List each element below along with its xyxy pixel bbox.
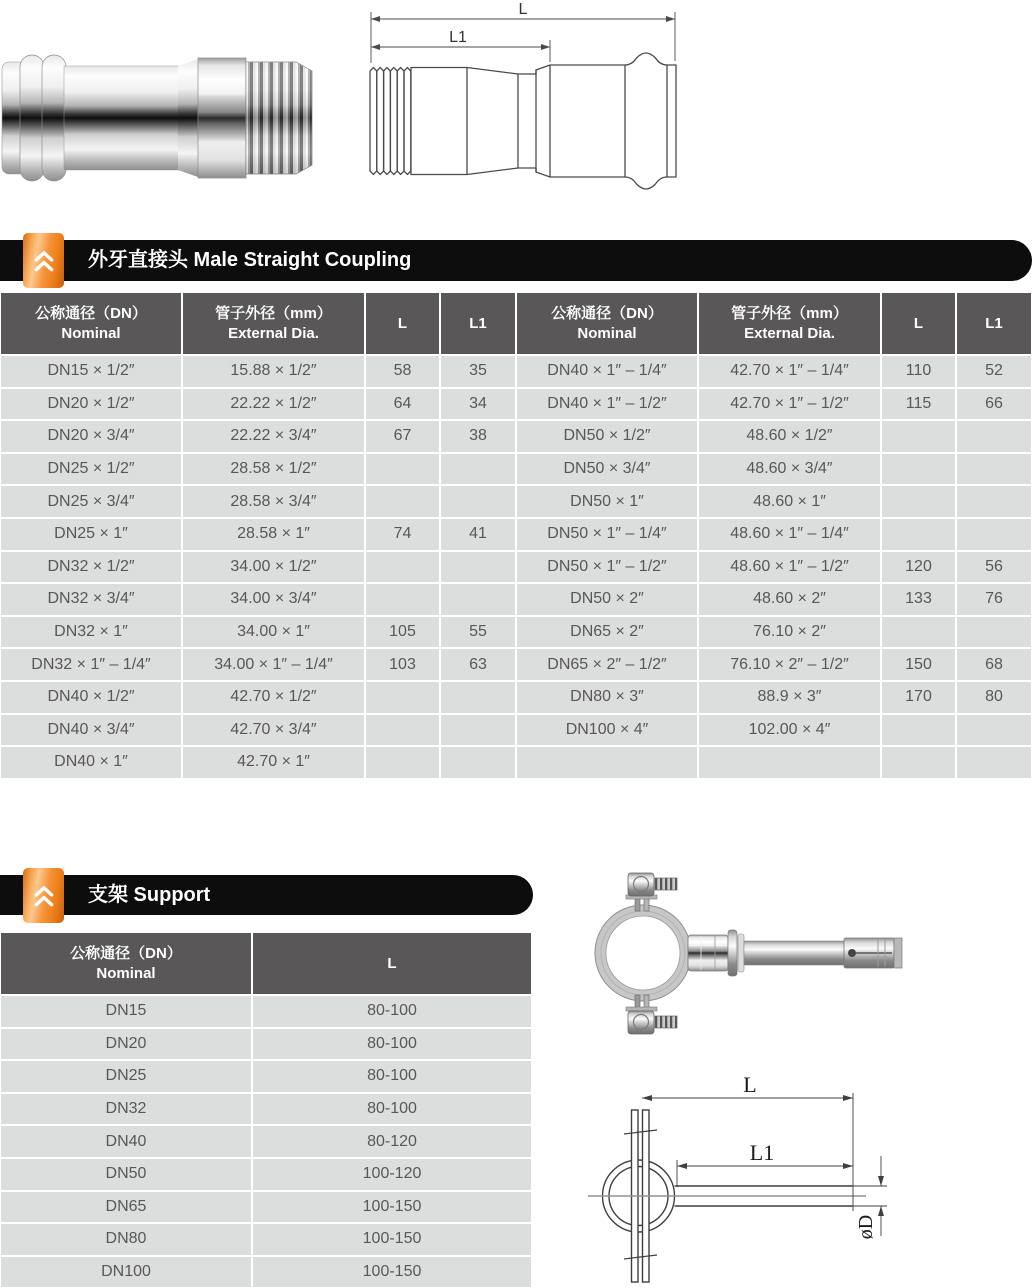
table-cell: 28.58 × 3/4″	[182, 485, 365, 518]
table-cell	[956, 420, 1032, 453]
table-cell: 115	[881, 388, 956, 421]
table-cell: DN50 × 1/2″	[516, 420, 698, 453]
table-row	[516, 518, 1032, 551]
table-cell: 63	[440, 648, 516, 681]
table-cell: DN50 × 1″ – 1/2″	[516, 551, 698, 584]
table-cell: 42.70 × 1/2″	[182, 681, 365, 714]
chevron-up-icon	[31, 882, 57, 910]
table-header-row	[0, 292, 516, 355]
section-title: 支架 Support	[88, 884, 211, 906]
table-cell: 48.60 × 3/4″	[698, 453, 881, 486]
table-cell	[956, 453, 1032, 486]
table-cell: 34.00 × 1/2″	[182, 551, 365, 584]
section-band-coupling	[0, 240, 1032, 281]
table-cell	[365, 714, 440, 747]
table-row	[0, 388, 516, 421]
table-row	[516, 388, 1032, 421]
col-nominal: 公称通径（DN） Nominal	[0, 292, 182, 355]
table-cell: 35	[440, 355, 516, 388]
table-cell: 74	[365, 518, 440, 551]
table-cell	[881, 714, 956, 747]
table-cell: 34.00 × 1″ – 1/4″	[182, 648, 365, 681]
col-l: L	[252, 932, 532, 995]
support-table	[0, 932, 532, 1288]
table-cell: DN65	[0, 1191, 252, 1224]
table-cell: 48.60 × 1″ – 1/4″	[698, 518, 881, 551]
table-row	[0, 995, 532, 1028]
dim-label-d: øD	[855, 1214, 877, 1240]
table-cell: DN40 × 1/2″	[0, 681, 182, 714]
table-row	[0, 616, 516, 649]
table-cell: 133	[881, 583, 956, 616]
table-cell: 102.00 × 4″	[698, 714, 881, 747]
table-cell: 42.70 × 1″ – 1/2″	[698, 388, 881, 421]
table-cell	[956, 714, 1032, 747]
table-cell: 68	[956, 648, 1032, 681]
table-cell: DN80 × 3″	[516, 681, 698, 714]
table-cell: DN50 × 1″ – 1/4″	[516, 518, 698, 551]
table-row	[516, 583, 1032, 616]
table-row	[0, 453, 516, 486]
table-header-row	[516, 292, 1032, 355]
table-cell	[698, 746, 881, 779]
table-row	[0, 714, 516, 747]
col-external: 管子外径（mm） External Dia.	[698, 292, 881, 355]
table-row	[0, 355, 516, 388]
col-l: L	[881, 292, 956, 355]
table-cell: DN40 × 1″ – 1/2″	[516, 388, 698, 421]
table-cell: DN50 × 1″	[516, 485, 698, 518]
table-row	[0, 1191, 532, 1224]
section-title: 外牙直接头 Male Straight Coupling	[88, 249, 412, 271]
table-cell: DN100	[0, 1256, 252, 1288]
table-cell: DN15 × 1/2″	[0, 355, 182, 388]
table-cell: 80	[956, 681, 1032, 714]
table-cell	[440, 485, 516, 518]
table-cell: DN32 × 3/4″	[0, 583, 182, 616]
col-nominal: 公称通径（DN） Nominal	[516, 292, 698, 355]
dim-label-l: L	[743, 1072, 757, 1097]
table-cell: 22.22 × 1/2″	[182, 388, 365, 421]
table-cell: 64	[365, 388, 440, 421]
table-cell	[440, 714, 516, 747]
table-cell: 48.60 × 1″	[698, 485, 881, 518]
table-row	[516, 485, 1032, 518]
table-row	[0, 1223, 532, 1256]
table-row	[0, 583, 516, 616]
table-cell: 56	[956, 551, 1032, 584]
table-cell: 48.60 × 1″ – 1/2″	[698, 551, 881, 584]
table-cell: 80-100	[252, 995, 532, 1028]
table-cell	[440, 681, 516, 714]
support-photo	[580, 862, 1030, 1072]
table-cell: 34.00 × 1″	[182, 616, 365, 649]
table-cell: 80-100	[252, 1060, 532, 1093]
table-row	[0, 1060, 532, 1093]
table-cell: DN65 × 2″ – 1/2″	[516, 648, 698, 681]
table-row	[0, 1093, 532, 1126]
table-cell: 42.70 × 3/4″	[182, 714, 365, 747]
table-cell: 66	[956, 388, 1032, 421]
table-cell: 22.22 × 3/4″	[182, 420, 365, 453]
table-row	[0, 551, 516, 584]
table-row	[516, 746, 1032, 779]
table-cell: 100-120	[252, 1158, 532, 1191]
table-cell: 42.70 × 1″ – 1/4″	[698, 355, 881, 388]
table-row	[516, 681, 1032, 714]
table-cell: 76.10 × 2″ – 1/2″	[698, 648, 881, 681]
table-cell: DN50 × 2″	[516, 583, 698, 616]
table-row	[516, 551, 1032, 584]
table-cell: 67	[365, 420, 440, 453]
table-cell: DN40 × 1″ – 1/4″	[516, 355, 698, 388]
table-cell: 42.70 × 1″	[182, 746, 365, 779]
table-cell	[881, 485, 956, 518]
table-row	[516, 616, 1032, 649]
table-cell: 120	[881, 551, 956, 584]
table-cell: DN40 × 1″	[0, 746, 182, 779]
table-cell: DN32	[0, 1093, 252, 1126]
table-row	[516, 453, 1032, 486]
table-cell: DN100 × 4″	[516, 714, 698, 747]
table-cell: DN65 × 2″	[516, 616, 698, 649]
table-cell: 80-100	[252, 1093, 532, 1126]
coupling-photo	[0, 52, 330, 184]
table-cell: DN40	[0, 1125, 252, 1158]
table-cell: DN15	[0, 995, 252, 1028]
col-l1: L1	[956, 292, 1032, 355]
table-cell: 15.88 × 1/2″	[182, 355, 365, 388]
table-cell: 110	[881, 355, 956, 388]
table-cell	[365, 453, 440, 486]
table-row	[0, 518, 516, 551]
table-cell: DN25 × 1/2″	[0, 453, 182, 486]
table-header-row	[0, 932, 532, 995]
support-drawing	[570, 1065, 1000, 1287]
table-row	[0, 420, 516, 453]
chevron-up-icon	[31, 247, 57, 275]
col-l1: L1	[440, 292, 516, 355]
table-cell: DN32 × 1″	[0, 616, 182, 649]
table-cell: 80-100	[252, 1028, 532, 1061]
table-cell: 170	[881, 681, 956, 714]
table-cell	[365, 681, 440, 714]
table-cell	[881, 420, 956, 453]
table-cell: DN80	[0, 1223, 252, 1256]
table-cell: 105	[365, 616, 440, 649]
coupling-table-right	[516, 292, 1032, 779]
table-cell: DN20	[0, 1028, 252, 1061]
table-cell: 48.60 × 1/2″	[698, 420, 881, 453]
col-l: L	[365, 292, 440, 355]
table-cell: 48.60 × 2″	[698, 583, 881, 616]
table-cell: DN50	[0, 1158, 252, 1191]
table-cell: 38	[440, 420, 516, 453]
table-cell: 150	[881, 648, 956, 681]
table-row	[0, 1256, 532, 1288]
table-row	[516, 714, 1032, 747]
table-row	[516, 355, 1032, 388]
dim-label-l1: L1	[749, 1140, 775, 1165]
table-cell: 100-150	[252, 1223, 532, 1256]
table-row	[0, 1158, 532, 1191]
table-cell: DN40 × 3/4″	[0, 714, 182, 747]
table-cell: DN25	[0, 1060, 252, 1093]
table-cell	[956, 485, 1032, 518]
table-row	[0, 485, 516, 518]
table-cell: 76.10 × 2″	[698, 616, 881, 649]
table-cell: DN25 × 1″	[0, 518, 182, 551]
table-cell	[956, 746, 1032, 779]
table-cell	[881, 453, 956, 486]
section-tab	[23, 868, 64, 923]
table-cell	[881, 746, 956, 779]
table-cell: DN25 × 3/4″	[0, 485, 182, 518]
table-cell: 55	[440, 616, 516, 649]
table-row	[0, 1028, 532, 1061]
table-cell	[881, 616, 956, 649]
table-cell	[365, 551, 440, 584]
table-cell	[440, 453, 516, 486]
table-row	[0, 681, 516, 714]
table-cell	[881, 518, 956, 551]
dim-label-l: L	[518, 1, 528, 18]
col-nominal: 公称通径（DN） Nominal	[0, 932, 252, 995]
table-cell	[956, 518, 1032, 551]
table-cell	[956, 616, 1032, 649]
table-cell: DN50 × 3/4″	[516, 453, 698, 486]
section-band-support	[0, 875, 533, 915]
table-cell: 100-150	[252, 1256, 532, 1288]
dim-label-l1: L1	[449, 29, 467, 46]
table-cell: 58	[365, 355, 440, 388]
table-cell: 28.58 × 1″	[182, 518, 365, 551]
table-row	[516, 420, 1032, 453]
table-cell	[365, 746, 440, 779]
table-cell	[365, 485, 440, 518]
table-row	[0, 1125, 532, 1158]
table-cell	[440, 583, 516, 616]
col-external: 管子外径（mm） External Dia.	[182, 292, 365, 355]
coupling-table-left	[0, 292, 516, 779]
table-cell: 34	[440, 388, 516, 421]
table-row	[516, 648, 1032, 681]
table-cell: 28.58 × 1/2″	[182, 453, 365, 486]
table-cell: 41	[440, 518, 516, 551]
table-cell: DN20 × 3/4″	[0, 420, 182, 453]
table-cell	[440, 551, 516, 584]
table-row	[0, 648, 516, 681]
table-row	[0, 746, 516, 779]
table-cell	[440, 746, 516, 779]
table-cell	[365, 583, 440, 616]
table-cell: DN20 × 1/2″	[0, 388, 182, 421]
table-cell: 88.9 × 3″	[698, 681, 881, 714]
table-cell: 52	[956, 355, 1032, 388]
table-cell: 100-150	[252, 1191, 532, 1224]
table-cell: DN32 × 1″ – 1/4″	[0, 648, 182, 681]
table-cell	[516, 746, 698, 779]
table-cell: DN32 × 1/2″	[0, 551, 182, 584]
table-cell: 34.00 × 3/4″	[182, 583, 365, 616]
section-tab	[23, 233, 64, 288]
table-cell: 80-120	[252, 1125, 532, 1158]
coupling-drawing	[355, 0, 700, 195]
table-cell: 103	[365, 648, 440, 681]
table-cell: 76	[956, 583, 1032, 616]
